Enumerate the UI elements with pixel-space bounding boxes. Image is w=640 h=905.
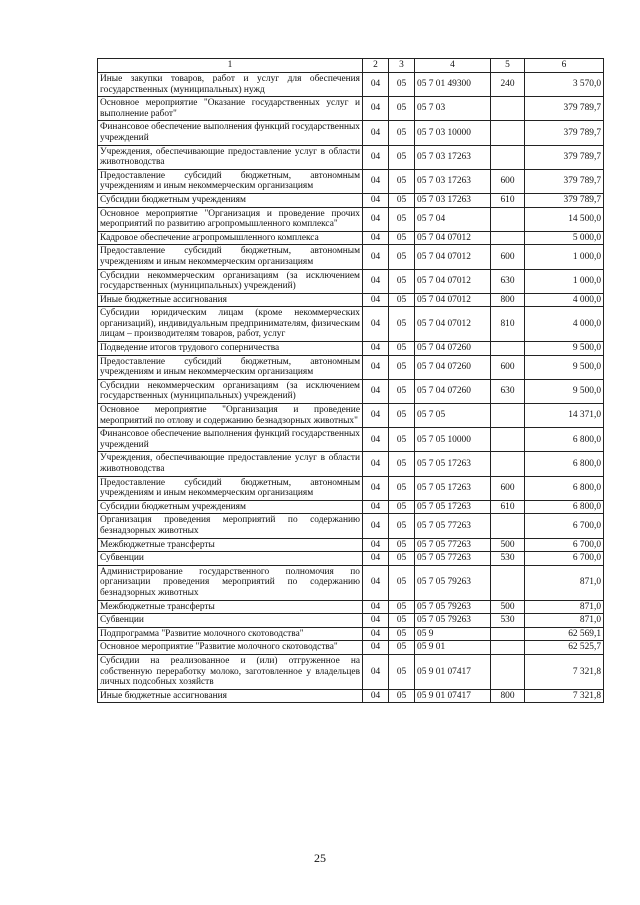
- row-amount-cell: 5 000,0: [525, 231, 604, 245]
- column-header-expense-type: 5: [491, 59, 525, 73]
- row-name-cell: Субсидии юридическим лицам (кроме некоммерческих организаций), индивидуальным предпринимателям, физическим лицам – производителям товаров, работ, услуг: [98, 307, 363, 342]
- row-section-cell: 04: [363, 342, 389, 356]
- column-header-section: 2: [363, 59, 389, 73]
- row-amount-cell: 7 321,8: [525, 689, 604, 703]
- table-row: [98, 193, 604, 207]
- row-expense-type-cell: 240: [491, 73, 525, 97]
- row-name-cell: Иные бюджетные ассигнования: [98, 293, 363, 307]
- table-row: [98, 538, 604, 552]
- row-target-article-cell: 05 7 04 07012: [415, 231, 491, 245]
- row-section-cell: 04: [363, 404, 389, 428]
- table-row: [98, 169, 604, 193]
- row-target-article-cell: 05 7 05 77263: [415, 552, 491, 566]
- row-name-cell: Субсидии бюджетным учреждениям: [98, 193, 363, 207]
- table-row: [98, 689, 604, 703]
- table-row: [98, 627, 604, 641]
- row-subsection-cell: 05: [389, 514, 415, 538]
- row-subsection-cell: 05: [389, 428, 415, 452]
- row-name-cell: Субвенции: [98, 552, 363, 566]
- row-section-cell: 04: [363, 307, 389, 342]
- row-subsection-cell: 05: [389, 193, 415, 207]
- row-amount-cell: 6 800,0: [525, 476, 604, 500]
- row-expense-type-cell: 530: [491, 614, 525, 628]
- row-expense-type-cell: [491, 514, 525, 538]
- table-row: [98, 307, 604, 342]
- row-target-article-cell: 05 7 05 77263: [415, 514, 491, 538]
- row-name-cell: Иные закупки товаров, работ и услуг для обеспечения государственных (муниципальных) нужд: [98, 73, 363, 97]
- row-name-cell: Субсидии некоммерческим организациям (за исключением государственных (муниципальных) учреждений): [98, 379, 363, 403]
- row-name-cell: Основное мероприятие "Организация и проведение мероприятий по отлову и содержанию безнадзорных животных": [98, 404, 363, 428]
- budget-table-page: [97, 58, 603, 703]
- row-amount-cell: 6 800,0: [525, 452, 604, 476]
- row-name-cell: Субсидии на реализованное и (или) отгруженное на собственную переработку молоко, заготовленное у владельцев личных подсобных хозяйств: [98, 654, 363, 689]
- row-expense-type-cell: [491, 231, 525, 245]
- row-expense-type-cell: [491, 121, 525, 145]
- row-section-cell: 04: [363, 169, 389, 193]
- row-section-cell: 04: [363, 500, 389, 514]
- row-target-article-cell: 05 9 01 07417: [415, 689, 491, 703]
- row-section-cell: 04: [363, 428, 389, 452]
- table-row: [98, 293, 604, 307]
- row-target-article-cell: 05 7 01 49300: [415, 73, 491, 97]
- row-amount-cell: 9 500,0: [525, 379, 604, 403]
- row-name-cell: Кадровое обеспечение агропромышленного комплекса: [98, 231, 363, 245]
- row-subsection-cell: 05: [389, 654, 415, 689]
- row-amount-cell: 14 500,0: [525, 207, 604, 231]
- row-section-cell: 04: [363, 293, 389, 307]
- row-amount-cell: 871,0: [525, 614, 604, 628]
- row-section-cell: 04: [363, 476, 389, 500]
- row-expense-type-cell: 610: [491, 193, 525, 207]
- row-target-article-cell: 05 7 03 17263: [415, 145, 491, 169]
- row-expense-type-cell: [491, 428, 525, 452]
- row-section-cell: 04: [363, 379, 389, 403]
- table-row: [98, 97, 604, 121]
- row-expense-type-cell: 800: [491, 689, 525, 703]
- row-expense-type-cell: 530: [491, 552, 525, 566]
- row-target-article-cell: 05 7 05 79263: [415, 565, 491, 600]
- row-expense-type-cell: [491, 145, 525, 169]
- row-name-cell: Межбюджетные трансферты: [98, 538, 363, 552]
- row-name-cell: Межбюджетные трансферты: [98, 600, 363, 614]
- row-subsection-cell: 05: [389, 97, 415, 121]
- row-expense-type-cell: 630: [491, 379, 525, 403]
- row-target-article-cell: 05 7 03 17263: [415, 169, 491, 193]
- row-section-cell: 04: [363, 565, 389, 600]
- row-expense-type-cell: 800: [491, 293, 525, 307]
- row-subsection-cell: 05: [389, 614, 415, 628]
- row-section-cell: 04: [363, 627, 389, 641]
- row-subsection-cell: 05: [389, 231, 415, 245]
- row-amount-cell: 379 789,7: [525, 169, 604, 193]
- row-name-cell: Предоставление субсидий бюджетным, автономным учреждениям и иным некоммерческим организациям: [98, 245, 363, 269]
- column-header-name: 1: [98, 59, 363, 73]
- page-number: 25: [314, 851, 326, 865]
- table-body: [98, 73, 604, 703]
- row-expense-type-cell: [491, 207, 525, 231]
- row-name-cell: Иные бюджетные ассигнования: [98, 689, 363, 703]
- row-expense-type-cell: 630: [491, 269, 525, 293]
- row-expense-type-cell: [491, 342, 525, 356]
- row-amount-cell: 14 371,0: [525, 404, 604, 428]
- row-expense-type-cell: 600: [491, 355, 525, 379]
- table-row: [98, 404, 604, 428]
- row-name-cell: Подпрограмма "Развитие молочного скотоводства": [98, 627, 363, 641]
- row-expense-type-cell: 610: [491, 500, 525, 514]
- row-subsection-cell: 05: [389, 538, 415, 552]
- row-section-cell: 04: [363, 552, 389, 566]
- row-subsection-cell: 05: [389, 600, 415, 614]
- table-row: [98, 245, 604, 269]
- table-row: [98, 231, 604, 245]
- row-amount-cell: 6 700,0: [525, 538, 604, 552]
- column-number-row: [98, 59, 604, 73]
- row-target-article-cell: 05 7 05 77263: [415, 538, 491, 552]
- row-target-article-cell: 05 7 03 17263: [415, 193, 491, 207]
- row-target-article-cell: 05 9: [415, 627, 491, 641]
- row-section-cell: 04: [363, 245, 389, 269]
- row-amount-cell: 4 000,0: [525, 307, 604, 342]
- row-section-cell: 04: [363, 654, 389, 689]
- row-amount-cell: 1 000,0: [525, 245, 604, 269]
- column-header-amount: 6: [525, 59, 604, 73]
- row-name-cell: Субвенции: [98, 614, 363, 628]
- row-expense-type-cell: [491, 654, 525, 689]
- row-amount-cell: 6 700,0: [525, 552, 604, 566]
- row-section-cell: 04: [363, 641, 389, 655]
- table-row: [98, 600, 604, 614]
- row-subsection-cell: 05: [389, 121, 415, 145]
- row-section-cell: 04: [363, 355, 389, 379]
- row-section-cell: 04: [363, 145, 389, 169]
- row-amount-cell: 62 569,1: [525, 627, 604, 641]
- row-target-article-cell: 05 7 04 07260: [415, 379, 491, 403]
- row-expense-type-cell: [491, 97, 525, 121]
- row-name-cell: Подведение итогов трудового соперничества: [98, 342, 363, 356]
- row-section-cell: 04: [363, 689, 389, 703]
- table-row: [98, 207, 604, 231]
- row-subsection-cell: 05: [389, 73, 415, 97]
- row-amount-cell: 9 500,0: [525, 355, 604, 379]
- row-amount-cell: 6 800,0: [525, 428, 604, 452]
- row-name-cell: Субсидии некоммерческим организациям (за исключением государственных (муниципальных) учреждений): [98, 269, 363, 293]
- table-row: [98, 514, 604, 538]
- row-subsection-cell: 05: [389, 293, 415, 307]
- row-name-cell: Организация проведения мероприятий по содержанию безнадзорных животных: [98, 514, 363, 538]
- row-name-cell: Основное мероприятие "Развитие молочного скотоводства": [98, 641, 363, 655]
- row-name-cell: Администрирование государственного полномочия по организации проведения мероприятий по содержанию безнадзорных животных: [98, 565, 363, 600]
- column-header-subsection: 3: [389, 59, 415, 73]
- row-target-article-cell: 05 7 04: [415, 207, 491, 231]
- row-subsection-cell: 05: [389, 379, 415, 403]
- row-subsection-cell: 05: [389, 145, 415, 169]
- row-expense-type-cell: [491, 404, 525, 428]
- row-section-cell: 04: [363, 614, 389, 628]
- table-row: [98, 428, 604, 452]
- row-section-cell: 04: [363, 97, 389, 121]
- row-target-article-cell: 05 7 04 07260: [415, 342, 491, 356]
- row-section-cell: 04: [363, 538, 389, 552]
- row-amount-cell: 7 321,8: [525, 654, 604, 689]
- row-target-article-cell: 05 7 05 17263: [415, 476, 491, 500]
- row-target-article-cell: 05 7 05 17263: [415, 452, 491, 476]
- row-name-cell: Финансовое обеспечение выполнения функций государственных учреждений: [98, 428, 363, 452]
- row-target-article-cell: 05 7 04 07012: [415, 293, 491, 307]
- row-name-cell: Предоставление субсидий бюджетным, автономным учреждениям и иным некоммерческим организациям: [98, 169, 363, 193]
- row-subsection-cell: 05: [389, 500, 415, 514]
- row-subsection-cell: 05: [389, 565, 415, 600]
- row-amount-cell: 9 500,0: [525, 342, 604, 356]
- table-row: [98, 500, 604, 514]
- row-amount-cell: 62 525,7: [525, 641, 604, 655]
- row-name-cell: Основное мероприятие "Оказание государственных услуг и выполнение работ": [98, 97, 363, 121]
- table-row: [98, 73, 604, 97]
- row-section-cell: 04: [363, 452, 389, 476]
- row-amount-cell: 3 570,0: [525, 73, 604, 97]
- row-target-article-cell: 05 7 05 10000: [415, 428, 491, 452]
- table-row: [98, 654, 604, 689]
- row-expense-type-cell: 600: [491, 476, 525, 500]
- row-expense-type-cell: 600: [491, 169, 525, 193]
- row-subsection-cell: 05: [389, 689, 415, 703]
- row-name-cell: Учреждения, обеспечивающие предоставление услуг в области животноводства: [98, 145, 363, 169]
- row-target-article-cell: 05 9 01: [415, 641, 491, 655]
- row-section-cell: 04: [363, 121, 389, 145]
- row-name-cell: Основное мероприятие "Организация и проведение прочих мероприятий по развитию агропромышленного комплекса": [98, 207, 363, 231]
- table-row: [98, 565, 604, 600]
- table-row: [98, 552, 604, 566]
- row-name-cell: Финансовое обеспечение выполнения функций государственных учреждений: [98, 121, 363, 145]
- row-target-article-cell: 05 9 01 07417: [415, 654, 491, 689]
- table-row: [98, 121, 604, 145]
- row-name-cell: Предоставление субсидий бюджетным, автономным учреждениям и иным некоммерческим организациям: [98, 355, 363, 379]
- row-amount-cell: 871,0: [525, 600, 604, 614]
- row-section-cell: 04: [363, 600, 389, 614]
- row-subsection-cell: 05: [389, 452, 415, 476]
- row-amount-cell: 871,0: [525, 565, 604, 600]
- row-subsection-cell: 05: [389, 207, 415, 231]
- row-section-cell: 04: [363, 207, 389, 231]
- row-target-article-cell: 05 7 05: [415, 404, 491, 428]
- row-amount-cell: 1 000,0: [525, 269, 604, 293]
- table-row: [98, 379, 604, 403]
- row-target-article-cell: 05 7 03: [415, 97, 491, 121]
- row-name-cell: Учреждения, обеспечивающие предоставление услуг в области животноводства: [98, 452, 363, 476]
- row-subsection-cell: 05: [389, 245, 415, 269]
- row-amount-cell: 379 789,7: [525, 193, 604, 207]
- row-section-cell: 04: [363, 73, 389, 97]
- row-target-article-cell: 05 7 04 07012: [415, 245, 491, 269]
- column-header-target-article: 4: [415, 59, 491, 73]
- row-section-cell: 04: [363, 193, 389, 207]
- budget-allocation-table: [97, 58, 604, 703]
- row-subsection-cell: 05: [389, 552, 415, 566]
- row-subsection-cell: 05: [389, 307, 415, 342]
- row-target-article-cell: 05 7 05 17263: [415, 500, 491, 514]
- row-section-cell: 04: [363, 269, 389, 293]
- row-subsection-cell: 05: [389, 641, 415, 655]
- row-subsection-cell: 05: [389, 269, 415, 293]
- row-subsection-cell: 05: [389, 342, 415, 356]
- row-subsection-cell: 05: [389, 355, 415, 379]
- table-row: [98, 476, 604, 500]
- table-row: [98, 614, 604, 628]
- table-row: [98, 145, 604, 169]
- row-amount-cell: 4 000,0: [525, 293, 604, 307]
- row-section-cell: 04: [363, 231, 389, 245]
- row-amount-cell: 379 789,7: [525, 97, 604, 121]
- row-target-article-cell: 05 7 05 79263: [415, 600, 491, 614]
- table-row: [98, 342, 604, 356]
- row-expense-type-cell: [491, 452, 525, 476]
- row-expense-type-cell: 500: [491, 538, 525, 552]
- row-name-cell: Предоставление субсидий бюджетным, автономным учреждениям и иным некоммерческим организациям: [98, 476, 363, 500]
- row-target-article-cell: 05 7 05 79263: [415, 614, 491, 628]
- row-amount-cell: 379 789,7: [525, 121, 604, 145]
- row-section-cell: 04: [363, 514, 389, 538]
- row-target-article-cell: 05 7 04 07012: [415, 269, 491, 293]
- table-row: [98, 641, 604, 655]
- row-amount-cell: 6 700,0: [525, 514, 604, 538]
- table-row: [98, 355, 604, 379]
- table-row: [98, 452, 604, 476]
- row-subsection-cell: 05: [389, 476, 415, 500]
- row-amount-cell: 379 789,7: [525, 145, 604, 169]
- table-row: [98, 269, 604, 293]
- row-expense-type-cell: 600: [491, 245, 525, 269]
- row-expense-type-cell: [491, 565, 525, 600]
- row-amount-cell: 6 800,0: [525, 500, 604, 514]
- row-target-article-cell: 05 7 04 07012: [415, 307, 491, 342]
- row-expense-type-cell: 810: [491, 307, 525, 342]
- row-subsection-cell: 05: [389, 169, 415, 193]
- row-expense-type-cell: 500: [491, 600, 525, 614]
- row-subsection-cell: 05: [389, 404, 415, 428]
- row-subsection-cell: 05: [389, 627, 415, 641]
- row-name-cell: Субсидии бюджетным учреждениям: [98, 500, 363, 514]
- row-expense-type-cell: [491, 627, 525, 641]
- row-target-article-cell: 05 7 04 07260: [415, 355, 491, 379]
- row-expense-type-cell: [491, 641, 525, 655]
- row-target-article-cell: 05 7 03 10000: [415, 121, 491, 145]
